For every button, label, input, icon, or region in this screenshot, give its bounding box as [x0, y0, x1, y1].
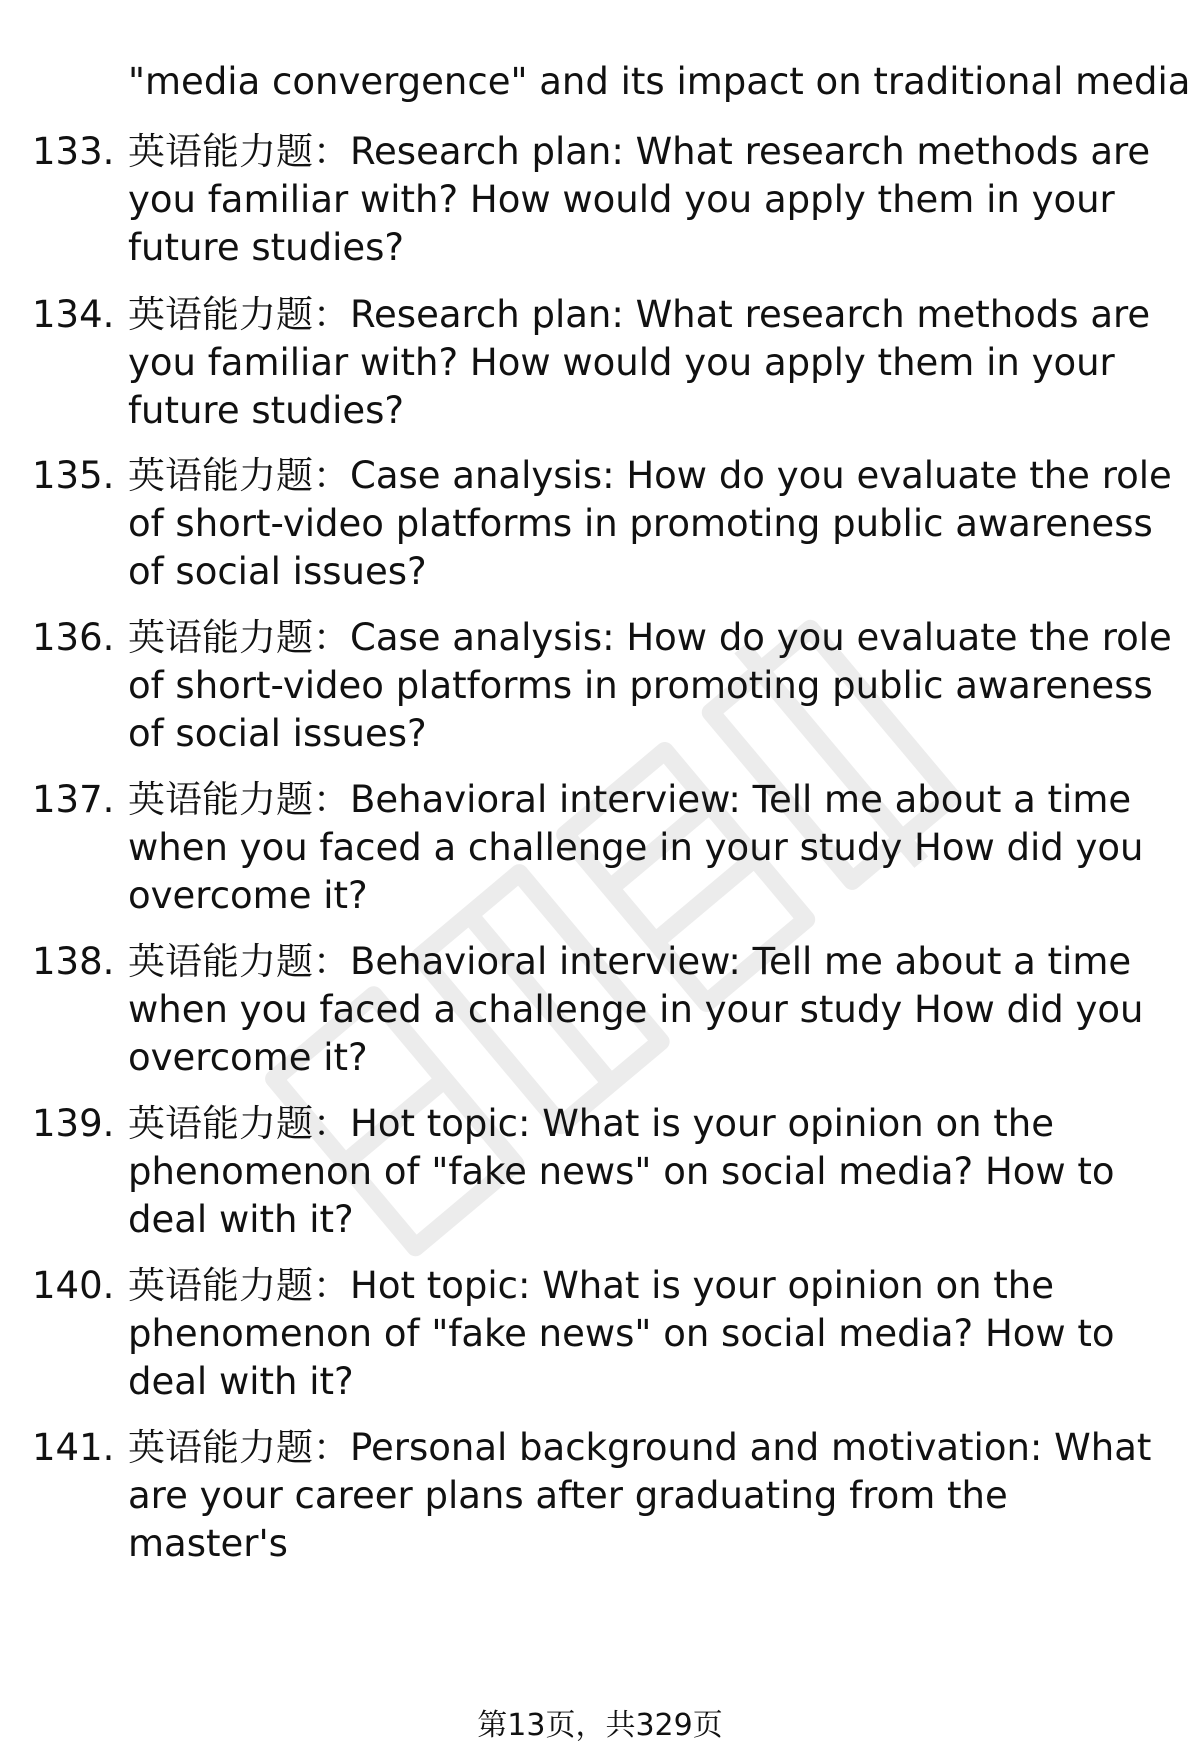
item-number: 133. — [32, 130, 115, 173]
item-number: 134. — [32, 293, 115, 336]
list-item — [32, 614, 1172, 758]
item-text: 英语能力题：Research plan: What research methods are you familiar with? How would you apply them in your future studies? — [128, 293, 1151, 432]
list-item — [32, 938, 1172, 1082]
item-text: 英语能力题：Hot topic: What is your opinion on the phenomenon of "fake news" on social media? How to deal with it? — [128, 1264, 1115, 1403]
item-number: 138. — [32, 940, 115, 983]
continued-text-line: "media convergence" and its impact on traditional media — [128, 60, 1191, 103]
list-item — [32, 776, 1172, 920]
item-text: 英语能力题：Research plan: What research methods are you familiar with? How would you apply them in your future studies? — [128, 130, 1151, 269]
list-item — [32, 1100, 1172, 1244]
item-number: 137. — [32, 778, 115, 821]
list-item — [32, 1424, 1172, 1568]
item-text: 英语能力题：Behavioral interview: Tell me about a time when you faced a challenge in your study How did you overcome it? — [128, 778, 1144, 917]
page-footer: 第13页，共329页 — [477, 1708, 723, 1743]
item-text: 英语能力题：Hot topic: What is your opinion on the phenomenon of "fake news" on social media? How to deal with it? — [128, 1102, 1115, 1241]
list-item — [32, 291, 1172, 435]
list-item — [32, 452, 1172, 596]
list-item — [32, 128, 1172, 272]
item-text: 英语能力题：Behavioral interview: Tell me about a time when you faced a challenge in your study How did you overcome it? — [128, 940, 1144, 1079]
item-number: 141. — [32, 1426, 115, 1469]
item-number: 136. — [32, 616, 115, 659]
item-text: 英语能力题：Case analysis: How do you evaluate the role of short-video platforms in promoting public awareness of social issues? — [128, 616, 1172, 755]
item-text: 英语能力题：Case analysis: How do you evaluate the role of short-video platforms in promoting public awareness of social issues? — [128, 454, 1172, 593]
item-text: 英语能力题：Personal background and motivation: What are your career plans after graduating from the master's — [128, 1426, 1152, 1565]
list-item — [32, 1262, 1172, 1406]
item-number: 135. — [32, 454, 115, 497]
item-number: 140. — [32, 1264, 115, 1307]
item-number: 139. — [32, 1102, 115, 1145]
